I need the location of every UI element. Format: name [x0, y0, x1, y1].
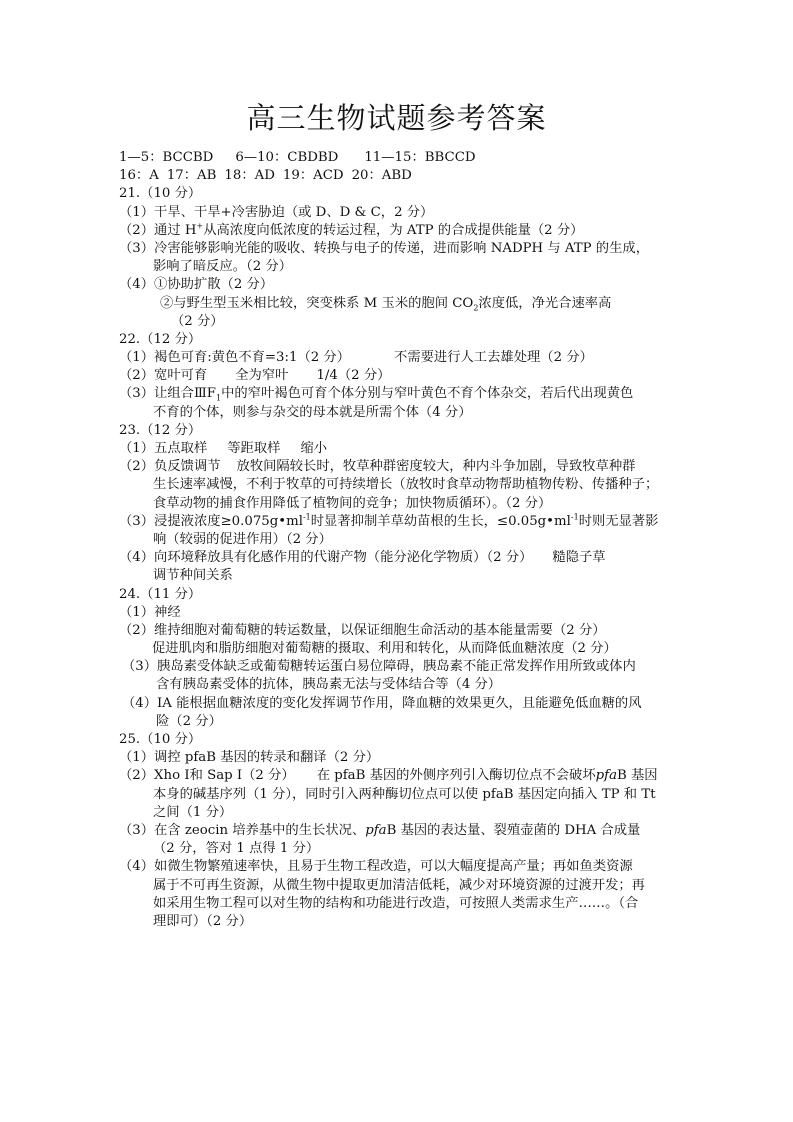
q21-text: （2）通过 H [119, 222, 197, 238]
q21-heading: 21.（10 分） [119, 186, 202, 202]
q25-text: （2）Xho Ⅰ和 Sap Ⅰ（2 分） [119, 768, 295, 784]
q23-line [119, 549, 699, 567]
q21-text: 从高浓度向低浓度的转运过程，为 ATP 的合成提供能量（2 分） [203, 222, 584, 238]
q22-line [119, 367, 699, 385]
mc-line-1 [119, 149, 699, 167]
q23-text: （4）向环境释放具有化感作用的代谢产物（能分泌化学物质）（2 分） [119, 550, 533, 566]
q22-subscript: 1 [216, 394, 222, 404]
q22-text: 1/4（2 分） [316, 368, 391, 384]
q24-line: 险（2 分） [156, 713, 222, 729]
q25-line: 如采用生物工程可以对生物的结构和功能进行改造，可按照人类需求生产……。（合 [153, 895, 639, 911]
q22-text: （1）褐色可育:黄色不育=3:1（2 分） [119, 350, 351, 366]
q25-line: （2 分，答对 1 点得 1 分） [153, 841, 320, 857]
q25-text: 在 pfaB 基因的外侧序列引入酶切位点不会破坏 [316, 768, 596, 784]
q25-line: 属于不可再生资源，从微生物中提取更加清洁低耗，减少对环境资源的过渡开发；再 [153, 877, 645, 893]
q25-line: （1）调控 pfaB 基因的转录和翻译（2 分） [119, 750, 380, 766]
q22-text: 全为窄叶 [235, 368, 289, 384]
q22-line [119, 349, 699, 367]
q23-line [119, 440, 699, 458]
q23-heading: 23.（12 分） [119, 422, 202, 438]
q24-line: 含有胰岛素受体的抗体，胰岛素无法与受体结合等（4 分） [156, 677, 502, 693]
q22-heading: 22.（12 分） [119, 331, 202, 347]
q23-line: 响（较弱的促进作用）（2 分） [153, 531, 332, 547]
q24-line: 促进肌肉和脂肪细胞对葡萄糖的摄取、利用和转化，从而降低血糖浓度（2 分） [152, 641, 617, 657]
q24-line: （4）IA 能根据血糖浓度的变化发挥调节作用，降血糖的效果更久，且能避免低血糖的风 [122, 695, 642, 711]
q23-line: 食草动物的捕食作用降低了植物间的竞争；加快物质循环）。（2 分） [153, 495, 552, 511]
q21-subscript: 2 [473, 303, 479, 313]
q23-line [119, 458, 699, 476]
q23-text: 缩小 [300, 441, 328, 456]
q21-text: 浓度低，净光合速率高 [478, 295, 612, 311]
page-title: 高三生物试题参考答案 [246, 101, 547, 135]
q23-text: 放牧间隔较长时，牧草种群密度较大，种内斗争加剧，导致牧草种群 [236, 459, 636, 475]
q23-text: 等距取样 [227, 441, 281, 456]
q23-text: 时显著抑制羊草幼苗根的生长，≤0.05g•ml [310, 513, 571, 529]
q22-text: （2）宽叶可育 [119, 368, 208, 384]
q25-line [119, 767, 699, 785]
q21-line: （2 分） [171, 313, 224, 329]
q25-line: （4）如微生物繁殖速率快，且易于生物工程改造，可以大幅度提高产量；再如鱼类资源 [119, 859, 633, 875]
q21-superscript: + [196, 221, 204, 231]
q21-text: ②与野生型玉米相比较，突变株系 M 玉米的胞间 CO [160, 295, 474, 311]
q23-line: 调节种间关系 [153, 568, 233, 584]
mc-11-15: 11—15：BBCCD [364, 150, 476, 165]
q23-text: （1）五点取样 [119, 441, 208, 456]
q22-line: 不育的个体，则参与杂交的母本就是所需个体（4 分） [153, 404, 472, 420]
q21-line: 影响了暗反应。（2 分） [153, 259, 293, 275]
q23-line: 生长速率减慢，不利于牧草的可持续增长（放牧时食草动物帮助植物传粉、传播种子； [153, 477, 659, 493]
mc-18: 18：AD [224, 168, 275, 184]
mc-6-10: 6—10：CBDBD [235, 150, 339, 165]
mc-1-5: 1—5：BCCBD [119, 150, 214, 165]
q25-text: B 基因的表达量、裂殖壶菌的 DHA 合成量 [386, 822, 641, 838]
q24-line: （3）胰岛素受体缺乏或葡萄糖转运蛋白易位障碍，胰岛素不能正常发挥作用所致或体内 [122, 659, 636, 675]
q24-heading: 24.（11 分） [119, 586, 202, 602]
q24-line: （2）维持细胞对葡萄糖的转运数量，以保证细胞生命活动的基本能量需要（2 分） [119, 622, 606, 638]
mc-19: 19：ACD [282, 168, 344, 184]
q22-text: 中的窄叶褐色可育个体分别与窄叶黄色不育个体杂交，若后代出现黄色 [221, 386, 634, 402]
q21-line: （4）①协助扩散（2 分） [119, 277, 274, 293]
mc-17: 17：AB [166, 168, 217, 184]
q25-heading: 25.（10 分） [119, 732, 202, 747]
q25-text: （3）在含 zeocin 培养基中的生长状况、 [119, 822, 366, 838]
q21-line [119, 295, 699, 313]
q25-line: 之间（1 分） [153, 804, 233, 820]
q23-text: （3）浸提液浓度≥0.075g•ml [119, 513, 303, 529]
mc-20: 20：ABD [351, 168, 412, 184]
q23-text: 糙隐子草 [552, 550, 606, 566]
q23-text: （2）负反馈调节 [119, 459, 221, 475]
q25-line: 理即可）（2 分） [153, 913, 253, 929]
q24-line: （1）神经 [119, 604, 181, 620]
q25-italic-gene: pfa [595, 768, 618, 784]
q21-line [119, 222, 699, 240]
q22-text: 不需要进行人工去雄处理（2 分） [394, 350, 593, 366]
q25-italic-gene: pfa [365, 822, 387, 838]
q25-line: 本身的碱基序列（1 分），同时引入两种酶切位点可以使 pfaB 基因定向插入 TP 和 Tt [153, 786, 656, 802]
q25-line [119, 822, 699, 840]
q22-text: （3）让组合ⅢF [119, 386, 216, 402]
mc-line-2 [119, 167, 699, 185]
q23-superscript: -1 [302, 512, 311, 522]
mc-16: 16：A [119, 168, 159, 184]
q22-line [119, 385, 699, 403]
q23-superscript: -1 [570, 512, 579, 522]
q23-text: 时则无显著影 [578, 513, 659, 529]
q25-text: B 基因 [617, 768, 658, 784]
q21-line: （3）冷害能够影响光能的吸收、转换与电子的传递，进而影响 NADPH 与 ATP 的生成， [119, 240, 649, 256]
q21-line: （1）干旱、干旱+冷害胁迫（或 D、D & C，2 分） [119, 204, 434, 220]
answer-body [119, 149, 699, 931]
q23-line [119, 513, 699, 531]
